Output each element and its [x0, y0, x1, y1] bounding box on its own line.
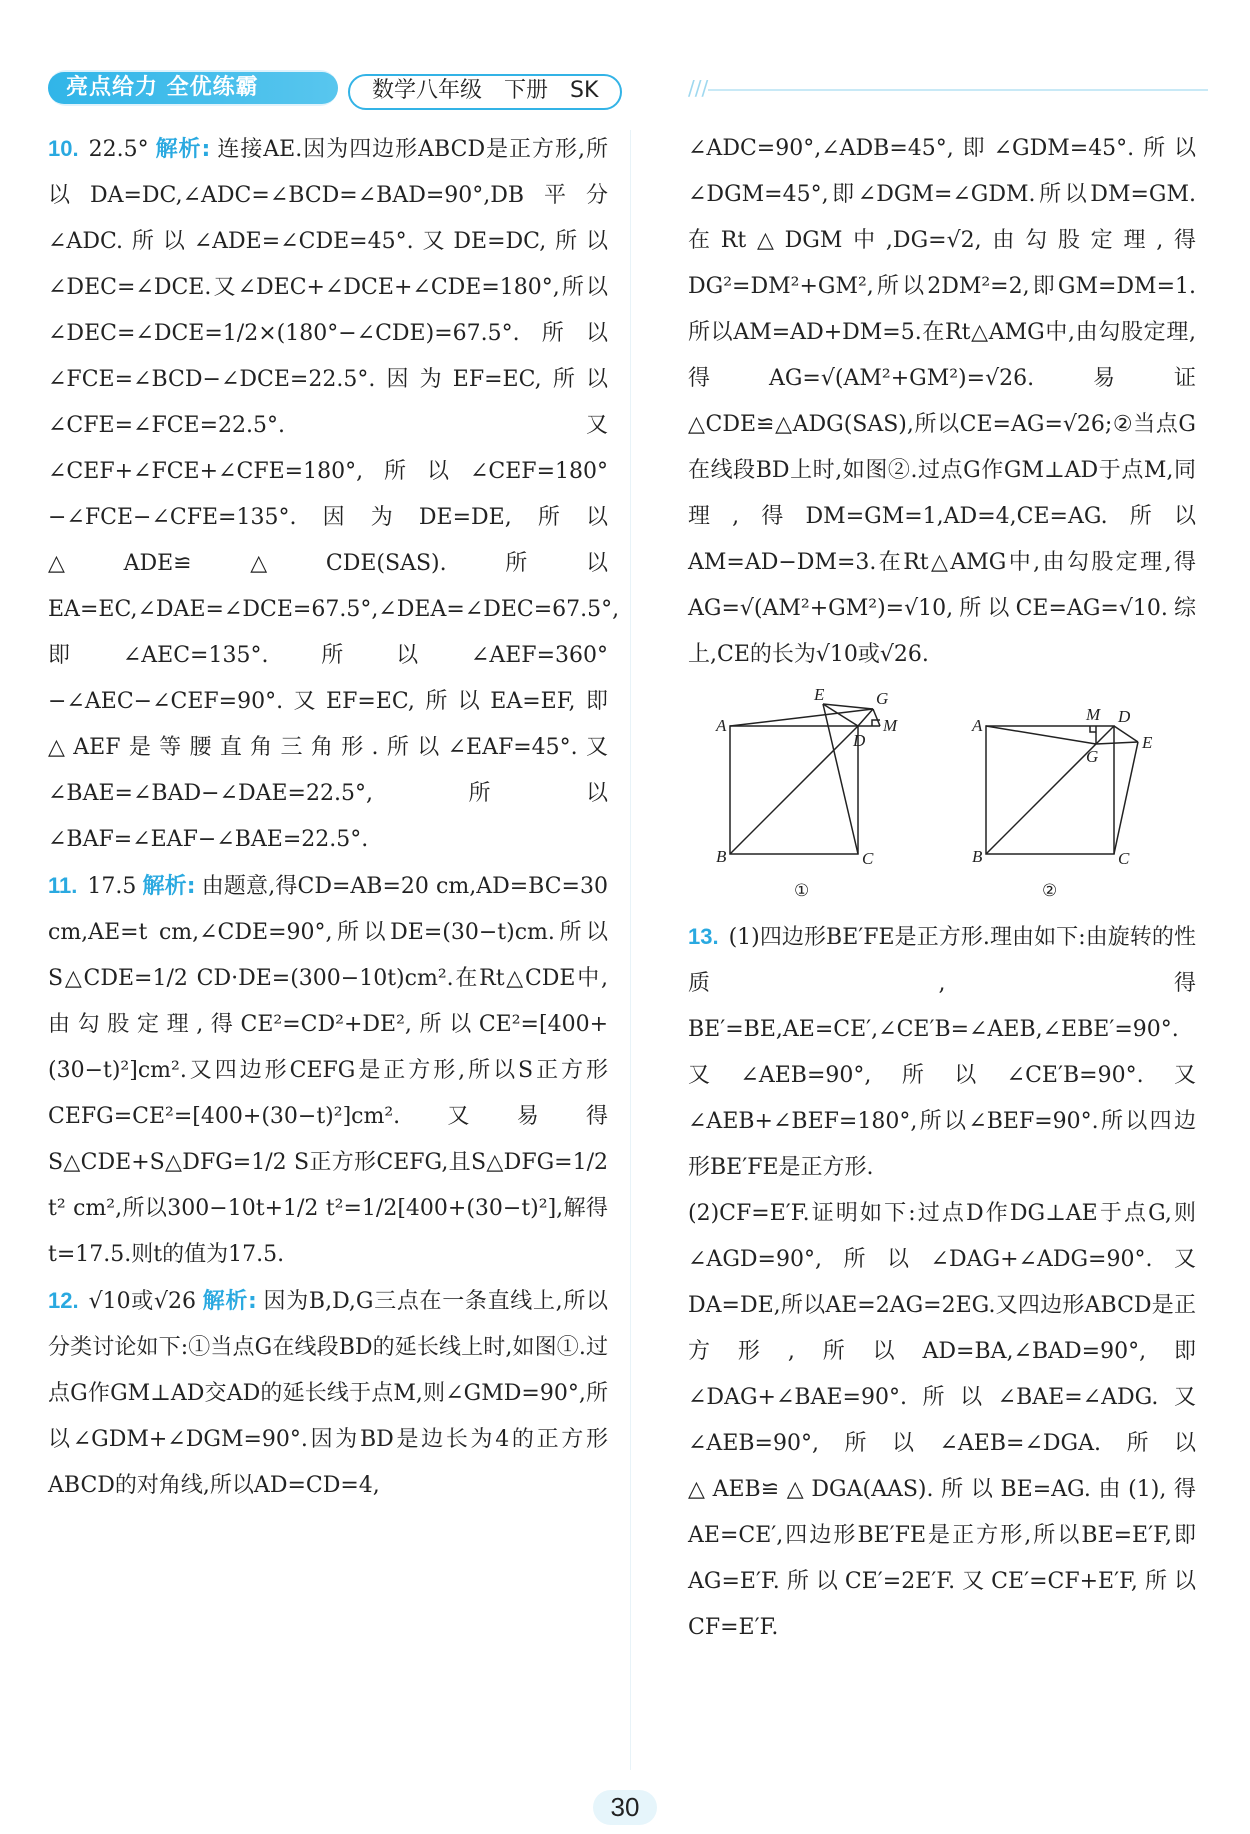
q11-answer: 17.5	[87, 874, 137, 899]
decor-slash-icon: ///	[688, 76, 709, 100]
q12-text-left: 因为B,D,G三点在一条直线上,所以分类讨论如下:①当点G在线段BD的延长线上时,如图①.过点G作GM⊥AD交AD的延长线于点M,则∠GMD=90°,所以∠GDM+∠DGM=90°.因为BD是边长为4的正方形ABCD的对角线,所以AD=CD=4,	[48, 1289, 609, 1498]
q13-number: 13.	[688, 924, 719, 949]
q11-text: 由题意,得CD=AB=20 cm,AD=BC=30 cm,AE=t cm,∠CDE=90°,所以DE=(30−t)cm.所以S△CDE=1/2 CD·DE=(300−10t)cm².在Rt△CDE中,由勾股定理,得CE²=CD²+DE²,所以CE²=[400+(30−t)²]cm².又四边形CEFG是正方形,所以S正方形CEFG=CE²=[400+(30−t)²]cm².又易得S△CDE+S△DFG=1/2 S正方形CEFG,且S△DFG=1/2 t² cm²,所以300−10t+1/2 t²=1/2[400+(30−t)²],解得t=17.5.则t的值为17.5.	[48, 874, 608, 1267]
fig1-label-m: M	[883, 716, 898, 735]
fig2-label-c: C	[1118, 849, 1130, 868]
fig2-segment-ag	[986, 726, 1096, 744]
fig2-label-d: D	[1118, 707, 1131, 726]
fig1-segment-dg	[858, 709, 873, 726]
fig2-label-e: E	[1142, 733, 1153, 752]
figure-2	[986, 726, 1138, 854]
right-column	[688, 126, 1196, 1651]
q13-block	[688, 914, 1196, 1191]
subject-label: 数学八年级 下册 SK	[348, 74, 622, 110]
page-number	[0, 1790, 1250, 1825]
fig1-label-a: A	[716, 716, 727, 735]
fig1-segment-ag	[730, 709, 873, 726]
fig1-label-c: C	[862, 849, 874, 868]
q12-number: 12.	[48, 1288, 79, 1313]
page-header	[48, 70, 1208, 110]
fig1-label-d: D	[853, 731, 866, 750]
q10-answer: 22.5°	[88, 137, 149, 162]
q12-text-right: ∠ADC=90°,∠ADB=45°,即∠GDM=45°.所以∠DGM=45°,即∠DGM=∠GDM.所以DM=GM.在Rt△DGM中,DG=√2,由勾股定理,得DG²=DM²+GM²,所以2DM²=2,即GM=DM=1.所以AM=AD+DM=5.在Rt△AMG中,由勾股定理,得AG=√(AM²+GM²)=√26.易证△CDE≌△ADG(SAS),所以CE=AG=√26;②当点G在线段BD上时,如图②.过点G作GM⊥AD于点M,同理,得DM=GM=1,AD=4,CE=AG.所以AM=AD−DM=3.在Rt△AMG中,由勾股定理,得AG=√(AM²+GM²)=√10,所以CE=AG=√10.综上,CE的长为√10或√26.	[688, 136, 1196, 667]
left-column	[48, 126, 620, 1509]
q12-block-right	[688, 126, 1196, 678]
q12-block-left	[48, 1278, 608, 1509]
q12-answer: √10或√26	[88, 1289, 196, 1314]
q10-text: 连接AE.因为四边形ABCD是正方形,所以DA=DC,∠ADC=∠BCD=∠BAD=90°,DB平分∠ADC.所以∠ADE=∠CDE=45°.又DE=DC,所以∠DEC=∠DCE.又∠DEC+∠DCE+∠CDE=180°,所以∠DEC=∠DCE=1/2×(180°−∠CDE)=67.5°.所以∠FCE=∠BCD−∠DCE=22.5°.因为EF=EC,所以∠CFE=∠FCE=22.5°.又∠CEF+∠FCE+∠CFE=180°,所以∠CEF=180°−∠FCE−∠CFE=135°.因为DE=DE,所以△ADE≌△CDE(SAS).所以EA=EC,∠DAE=∠DCE=67.5°,∠DEA=∠DEC=67.5°,即∠AEC=135°.所以∠AEF=360°−∠AEC−∠CEF=90°.又EF=EC,所以EA=EF,即△AEF是等腰直角三角形.所以∠EAF=45°.又∠BAE=∠BAD−∠DAE=22.5°,所以∠BAF=∠EAF−∠BAE=22.5°.	[48, 137, 620, 852]
fig2-label-b: B	[972, 847, 983, 866]
brand-title: 亮点给力 全优练霸	[48, 72, 338, 104]
fig2-segment-de	[1114, 726, 1138, 742]
fig2-segment-ge	[1096, 742, 1138, 744]
q11-block	[48, 863, 608, 1278]
fig2-label-a: A	[972, 716, 983, 735]
figure-1	[730, 704, 880, 854]
fig1-label-b: B	[716, 847, 727, 866]
fig2-segment-ec	[1114, 742, 1138, 854]
fig1-diagonal-bd	[730, 726, 858, 854]
q10-number: 10.	[48, 136, 79, 161]
fig2-diagonal-bd	[986, 726, 1114, 854]
geometry-figures	[688, 684, 1196, 914]
fig2-right-angle	[1090, 726, 1096, 732]
fig2-label-m: M	[1086, 705, 1101, 724]
fig2-label-g: G	[1086, 747, 1099, 766]
q10-tag: 解析:	[154, 137, 211, 162]
q11-tag: 解析:	[142, 874, 196, 899]
q13-block-2	[688, 1191, 1196, 1651]
fig1-label-e: E	[814, 685, 825, 704]
figures	[688, 684, 1196, 914]
q10-block	[48, 126, 620, 863]
q11-number: 11.	[48, 873, 78, 898]
fig1-segment-gm	[873, 709, 880, 726]
header-rule	[708, 89, 1208, 91]
page-number-text: 30	[593, 1790, 658, 1825]
q13-part1: (1)四边形BE′FE是正方形.理由如下:由旋转的性质,得BE′=BE,AE=CE′,∠CE′B=∠AEB,∠EBE′=90°.又∠AEB=90°,所以∠CE′B=90°.又∠AEB+∠BEF=180°,所以∠BEF=90°.所以四边形BE′FE是正方形.	[688, 925, 1196, 1180]
fig1-caption: ①	[794, 881, 810, 900]
q13-part2: (2)CF=E′F.证明如下:过点D作DG⊥AE于点G,则∠AGD=90°,所以∠DAG+∠ADG=90°.又DA=DE,所以AE=2AG=2EG.又四边形ABCD是正方形,所以AD=BA,∠BAD=90°,即∠DAG+∠BAE=90°.所以∠BAE=∠ADG.又∠AEB=90°,所以∠AEB=∠DGA.所以△AEB≌△DGA(AAS).所以BE=AG.由(1),得AE=CE′,四边形BE′FE是正方形,所以BE=E′F,即AG=E′F.所以CE′=2E′F.又CE′=CF+E′F,所以CF=E′F.	[688, 1201, 1196, 1640]
fig2-caption: ②	[1042, 881, 1058, 900]
column-divider	[630, 130, 631, 1770]
fig1-label-g: G	[876, 689, 889, 708]
q12-tag: 解析:	[202, 1289, 257, 1314]
